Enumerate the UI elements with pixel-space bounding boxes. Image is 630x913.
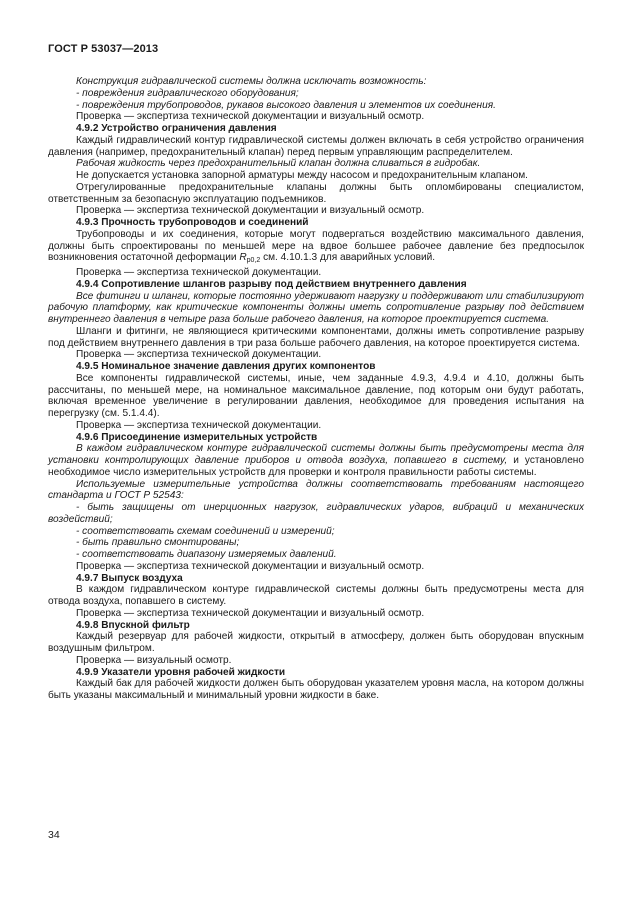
section-heading-4-9-7: 4.9.7 Выпуск воздуха: [76, 572, 183, 584]
paragraph-text: и установлено необходимое число измерительных устройств для проверки и контроля правильности работы системы.: [48, 455, 584, 478]
document-body: [48, 76, 584, 702]
list-item: - быть правильно смонтированы;: [76, 537, 240, 549]
section-heading-4-9-4: 4.9.4 Сопротивление шлангов разрыву под действием внутреннего давления: [76, 278, 467, 290]
paragraph: Все фитинги и шланги, которые постоянно удерживают нагрузку и поддерживают или стабилизируют рабочую платформу, как критические компоненты должны иметь сопротивление разрыву под действием внутреннего давления в четыре раза больше рабочего давления, на которое проектируется система.: [48, 290, 584, 325]
verification-note: Проверка — экспертиза технической документации.: [76, 267, 322, 278]
verification-note: Проверка — экспертиза технической документации и визуальный осмотр.: [76, 205, 425, 217]
verification-note: Проверка — экспертиза технической документации и визуальный осмотр.: [76, 111, 425, 123]
document-header: ГОСТ Р 53037—2013: [48, 43, 159, 55]
list-item: - быть защищены от инерционных нагрузок, гидравлических ударов, вибраций и механических воздействий;: [48, 502, 584, 525]
paragraph: Каждый резервуар для рабочей жидкости, открытый в атмосферу, должен быть оборудован впускным воздушным фильтром.: [48, 631, 584, 654]
section-heading-4-9-9: 4.9.9 Указатели уровня рабочей жидкости: [76, 666, 286, 678]
paragraph-text: Трубопроводы и их соединения, которые могут подвергаться воздействию максимального давления, должны быть спроектированы по меньшей мере на вдвое большее рабочее давление без предпосылок возникновения остаточной деформации: [48, 228, 584, 264]
paragraph: [48, 229, 584, 267]
paragraph: Рабочая жидкость через предохранительный клапан должна сливаться в гидробак.: [76, 158, 481, 170]
verification-note: Проверка — экспертиза технической документации и визуальный осмотр.: [76, 560, 425, 572]
section-heading-4-9-2: 4.9.2 Устройство ограничения давления: [76, 123, 277, 134]
page-number: 34: [48, 829, 60, 841]
paragraph: Используемые измерительные устройства должны соответствовать требованиям настоящего стандарта и ГОСТ Р 52543:: [48, 478, 584, 502]
section-heading-4-9-3: 4.9.3 Прочность трубопроводов и соединений: [76, 217, 309, 228]
list-item: - соответствовать диапазону измеряемых давлений.: [76, 549, 337, 560]
symbol-subscript: p0,2: [246, 257, 261, 265]
verification-note: Проверка — экспертиза технической документации и визуальный осмотр.: [76, 607, 425, 619]
paragraph-text: В каждом гидравлическом контуре гидравлической системы должны быть предусмотрены места для установки контролирующих давление приборов и отвода воздуха, попавшего в систему,: [48, 443, 584, 466]
list-item: - повреждения трубопроводов, рукавов высокого давления и элементов их соединения.: [76, 99, 496, 111]
list-item: - соответствовать схемам соединений и измерений;: [76, 525, 335, 537]
paragraph: Конструкция гидравлической системы должна исключать возможность:: [76, 76, 427, 87]
paragraph: Все компоненты гидравлической системы, иные, чем заданные 4.9.3, 4.9.4 и 4.10, должны быть рассчитаны, по меньшей мере, на номинальное максимальное давление, под которым они будут работать, включая временное увеличение в регулировании давления, необходимое для проведения испытания на перегрузку (см. 5.1.4.4).: [48, 372, 584, 419]
section-heading-4-9-8: 4.9.8 Впускной фильтр: [76, 619, 190, 631]
paragraph: Каждый гидравлический контур гидравлической системы должен включать в себя устройство ограничения давления (например, предохранительный клапан) перед первым управляющим распределителем.: [48, 134, 584, 158]
verification-note: Проверка — визуальный осмотр.: [76, 654, 232, 666]
section-heading-4-9-6: 4.9.6 Присоединение измерительных устройств: [76, 431, 318, 443]
paragraph: Каждый бак для рабочей жидкости должен быть оборудован указателем уровня масла, на котором должны быть указаны максимальный и минимальный уровни жидкости в баке.: [48, 678, 584, 701]
symbol-r: R: [239, 252, 247, 264]
paragraph-text: см. 4.10.1.3 для аварийных условий.: [260, 252, 436, 264]
verification-note: Проверка — экспертиза технической документации.: [76, 419, 322, 431]
verification-note: Проверка — экспертиза технической документации.: [76, 349, 322, 361]
paragraph: Не допускается установка запорной арматуры между насосом и предохранительным клапаном.: [76, 170, 528, 181]
list-item: - повреждения гидравлического оборудования;: [76, 87, 299, 99]
paragraph: [48, 443, 584, 478]
paragraph: Шланги и фитинги, не являющиеся критическими компонентами, должны иметь сопротивление разрыву под действием внутреннего давления в три раза больше рабочего давления, на которое проектируется система.: [48, 325, 584, 349]
paragraph: В каждом гидравлическом контуре гидравлической системы должны быть предусмотрены места для отвода воздуха, попавшего в систему.: [48, 584, 584, 607]
paragraph: Отрегулированные предохранительные клапаны должны быть опломбированы специалистом, ответственным за безопасную эксплуатацию подъемников.: [48, 181, 584, 205]
section-heading-4-9-5: 4.9.5 Номинальное значение давления других компонентов: [76, 361, 376, 372]
